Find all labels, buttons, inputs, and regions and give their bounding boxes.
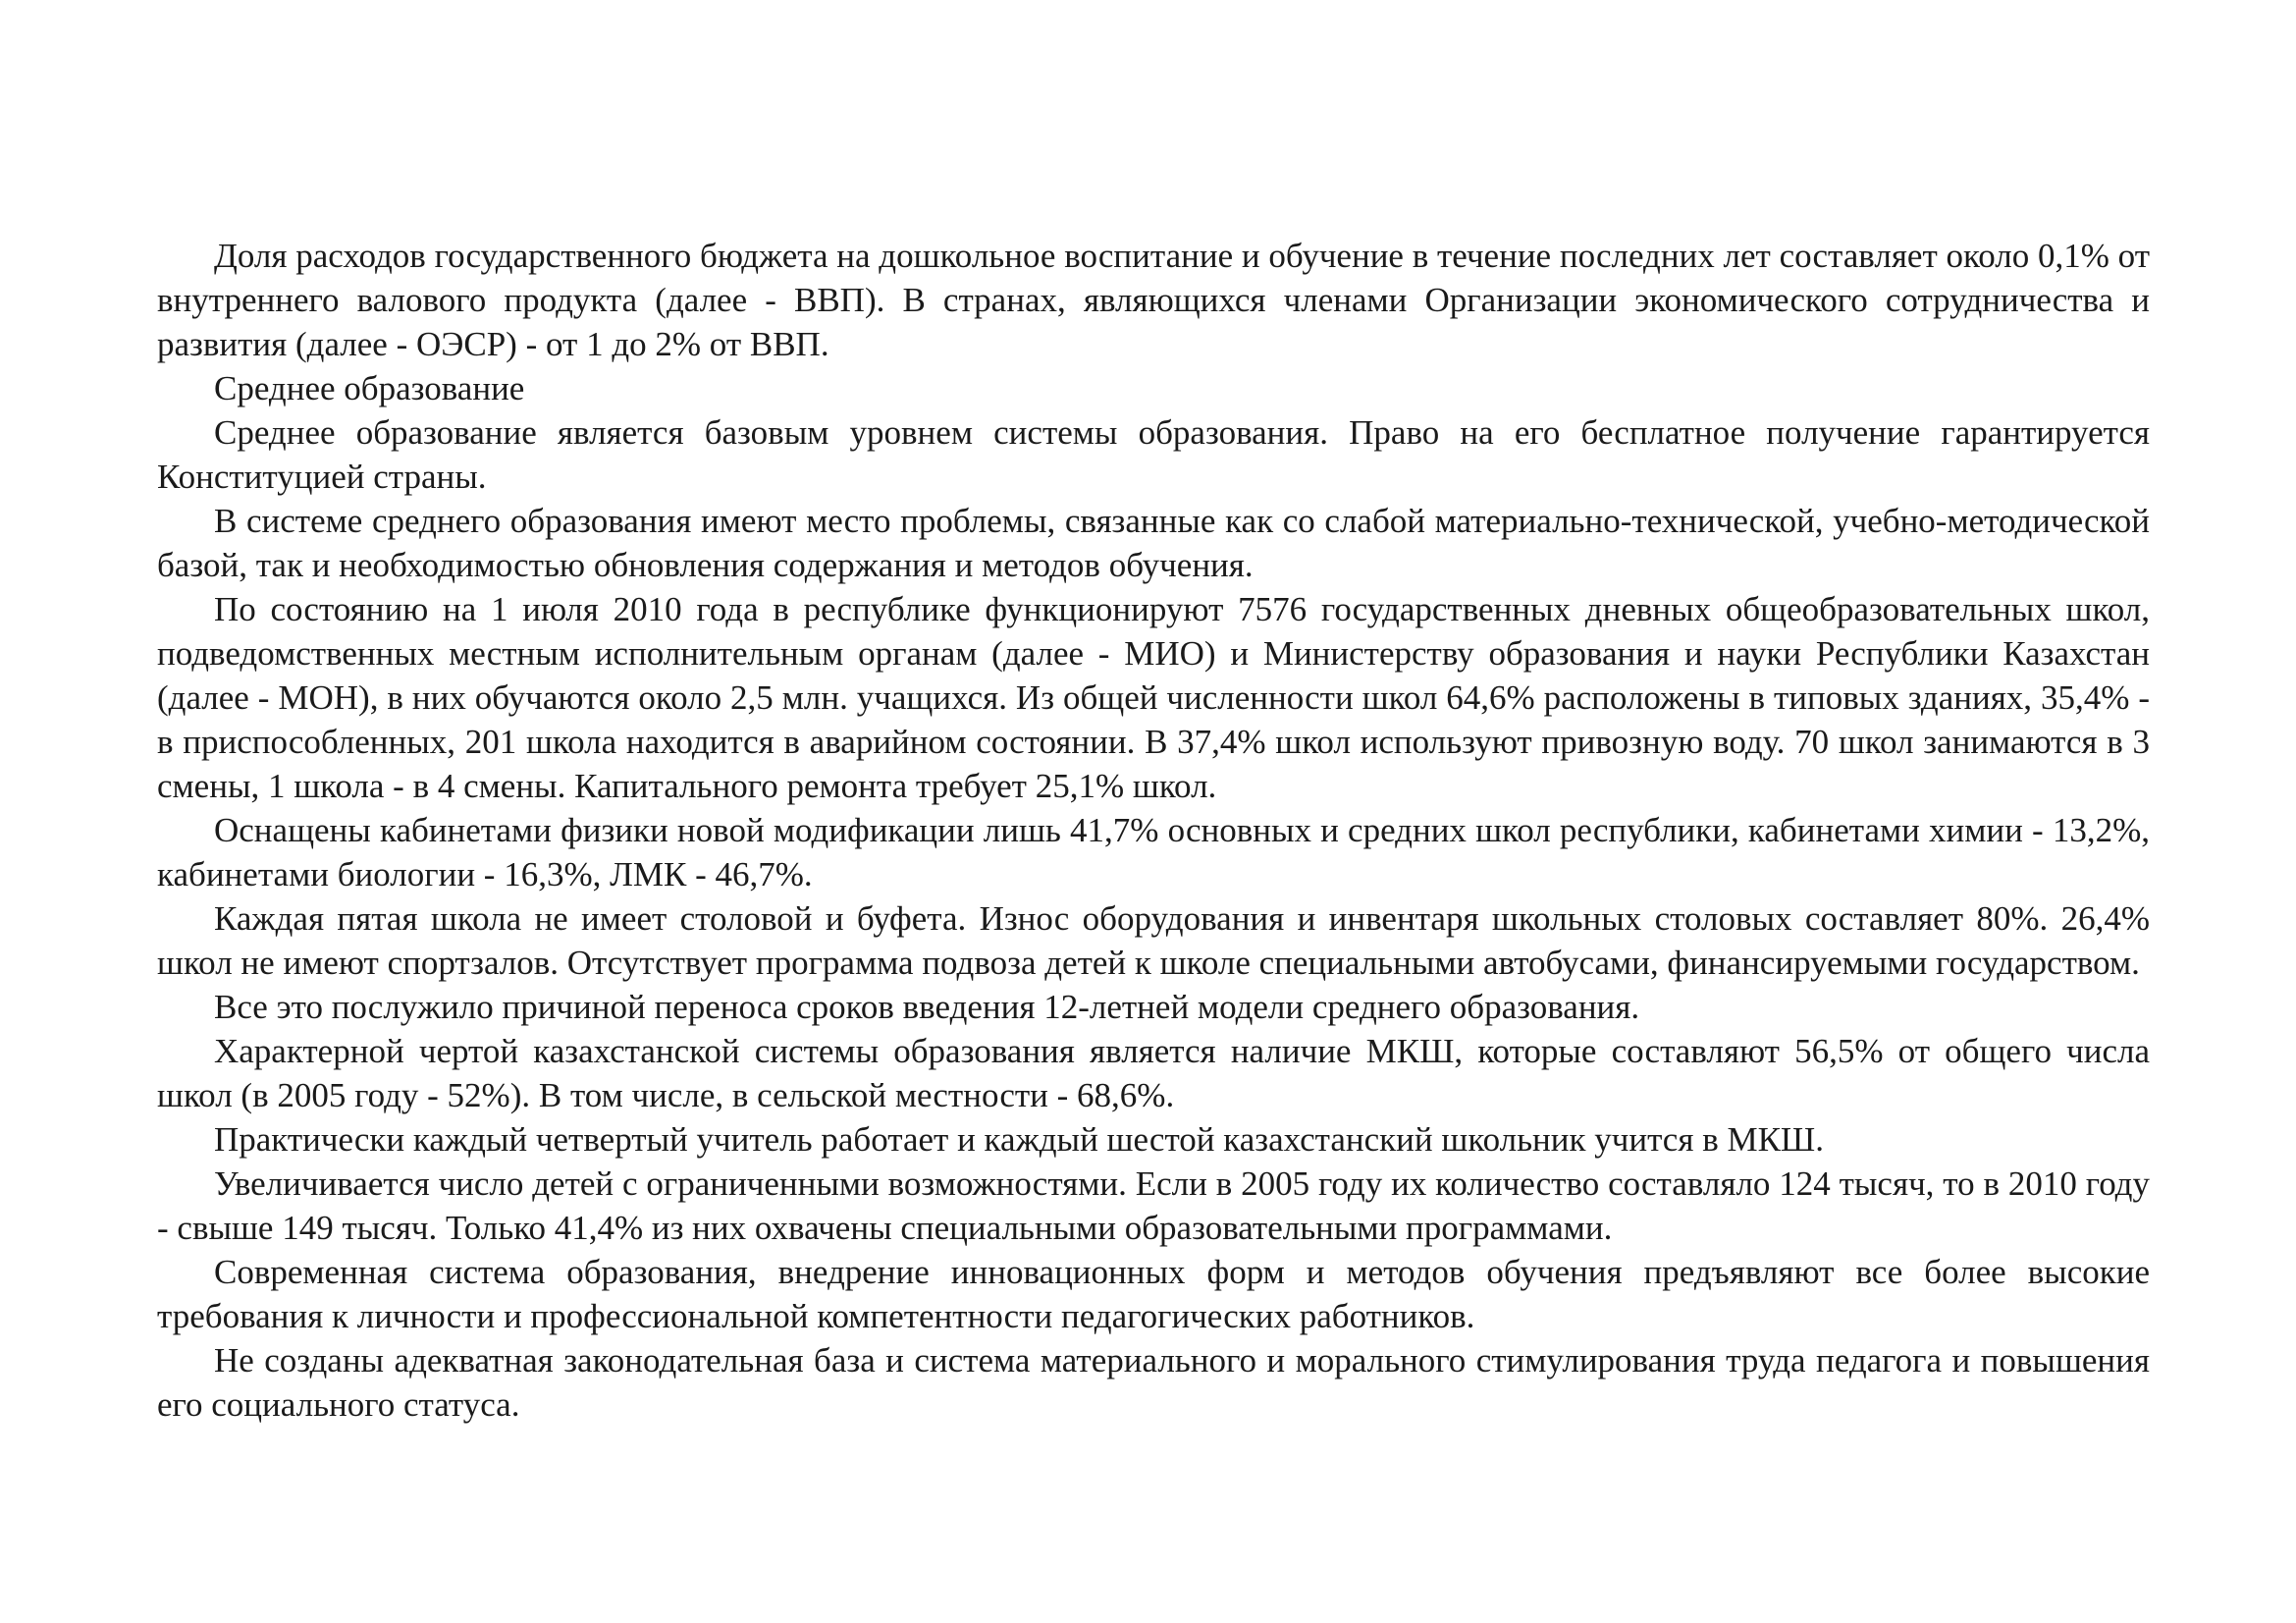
paragraph-special-needs: Увеличивается число детей с ограниченными возможностями. Если в 2005 году их количество составляло 124 тысяч, то в 2010 году - свыше 149 тысяч. Только 41,4% из них охвачены специальными образовательными программами. xyxy=(157,1164,2150,1247)
paragraph-basic-level: Среднее образование является базовым уровнем системы образования. Право на его бесплатное получение гарантируется Конституцией страны. xyxy=(157,413,2150,496)
paragraph-problems: В системе среднего образования имеют место проблемы, связанные как со слабой материально-технической, учебно-методической базой, так и необходимостью обновления содержания и методов обучения. xyxy=(157,502,2150,584)
paragraph-canteens-gyms: Каждая пятая школа не имеет столовой и буфета. Износ оборудования и инвентаря школьных столовых составляет 80%. 26,4% школ не имеют спортзалов. Отсутствует программа подвоза детей к школе специальными автобусами, финансируемыми государством. xyxy=(157,899,2150,982)
paragraph-teacher-requirements: Современная система образования, внедрение инновационных форм и методов обучения предъявляют все более высокие требования к личности и профессиональной компетентности педагогических работников. xyxy=(157,1253,2150,1335)
paragraph-teachers-in-small-schools: Практически каждый четвертый учитель работает и каждый шестой казахстанский школьник учится в МКШ. xyxy=(214,1120,1824,1159)
paragraph-school-statistics: По состоянию на 1 июля 2010 года в республике функционируют 7576 государственных дневных общеобразовательных школ, подведомственных местным исполнительным органам (далее - МИО) и Министерству образования и науки Республики Казахстан (далее - МОН), в них обучаются около 2,5 млн. учащихся. Из общей численности школ 64,6% расположены в типовых зданиях, 35,4% - в приспособленных, 201 школа находится в аварийном состоянии. В 37,4% школ используют привозную воду. 70 школ занимаются в 3 смены, 1 школа - в 4 смены. Капитального ремонта требует 25,1% школ. xyxy=(157,590,2150,805)
paragraph-legal-base: Не созданы адекватная законодательная база и система материального и морального стимулирования труда педагога и повышения его социального статуса. xyxy=(157,1341,2150,1424)
document-body xyxy=(157,234,2150,1427)
paragraph-classroom-equipment: Оснащены кабинетами физики новой модификации лишь 41,7% основных и средних школ республики, кабинетами химии - 13,2%, кабинетами биологии - 16,3%, ЛМК - 46,7%. xyxy=(157,811,2150,893)
paragraph-twelve-year-model: Все это послужило причиной переноса сроков введения 12-летней модели среднего образования. xyxy=(214,988,1640,1026)
paragraph-budget-share: Доля расходов государственного бюджета на дошкольное воспитание и обучение в течение последних лет составляет около 0,1% от внутреннего валового продукта (далее - ВВП). В странах, являющихся членами Организации экономического сотрудничества и развития (далее - ОЭСР) - от 1 до 2% от ВВП. xyxy=(157,237,2150,363)
section-heading-secondary-education: Среднее образование xyxy=(214,369,525,407)
paragraph-small-schools: Характерной чертой казахстанской системы образования является наличие МКШ, которые составляют 56,5% от общего числа школ (в 2005 году - 52%). В том числе, в сельской местности - 68,6%. xyxy=(157,1032,2150,1114)
